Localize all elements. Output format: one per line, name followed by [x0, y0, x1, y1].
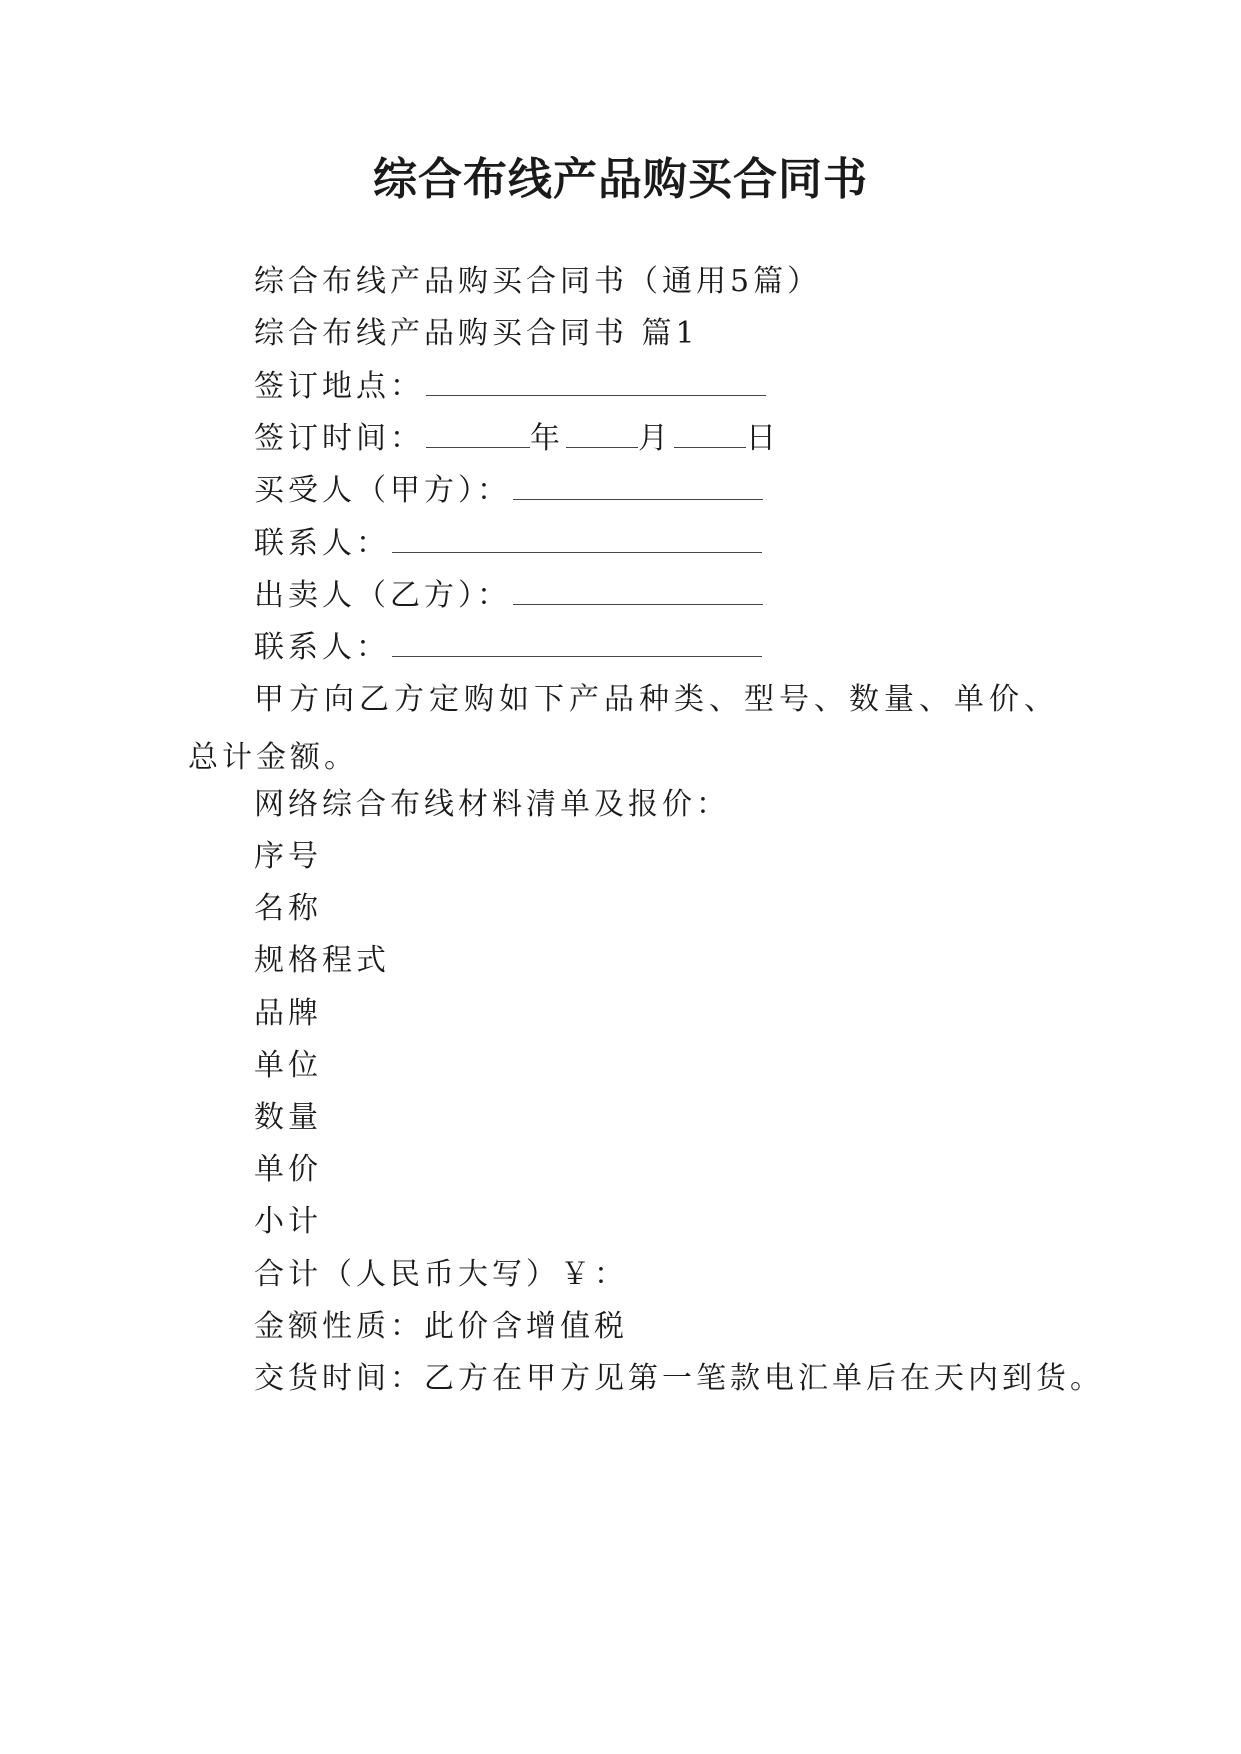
amount-nature-line: 金额性质：此价含增值税	[254, 1309, 628, 1344]
seller-blank[interactable]	[513, 580, 763, 605]
seller-contact-label: 联系人：	[254, 630, 390, 665]
seller-label: 出卖人（乙方）：	[254, 578, 511, 613]
buyer-label: 买受人（甲方）：	[254, 473, 511, 508]
buyer-contact-label: 联系人：	[254, 526, 390, 561]
order-statement: 甲方向乙方定购如下产品种类、型号、数量、单价、总计金额。	[188, 682, 1058, 775]
column-spec: 规格程式	[254, 943, 390, 978]
sign-year-blank[interactable]	[426, 423, 530, 448]
sign-month-blank[interactable]	[566, 423, 638, 448]
sign-day-blank[interactable]	[674, 423, 746, 448]
column-brand: 品牌	[254, 996, 322, 1031]
seller-contact-line	[188, 619, 1058, 677]
subtitle-line: 综合布线产品购买合同书（通用5篇）	[254, 264, 822, 299]
buyer-line	[188, 462, 1058, 520]
buyer-contact-line	[188, 515, 1058, 573]
column-subtotal: 小计	[254, 1204, 322, 1239]
column-unit: 单位	[254, 1048, 322, 1083]
sign-time-line	[188, 410, 1058, 468]
buyer-contact-blank[interactable]	[392, 528, 762, 553]
column-serial: 序号	[254, 839, 322, 874]
month-label: 月	[638, 421, 672, 456]
column-unit-price: 单价	[254, 1152, 322, 1187]
year-label: 年	[530, 421, 564, 456]
column-name: 名称	[254, 891, 322, 926]
seller-line	[188, 567, 1058, 625]
column-quantity: 数量	[254, 1100, 322, 1135]
section-heading: 综合布线产品购买合同书 篇1	[254, 316, 699, 351]
document-title: 综合布线产品购买合同书	[373, 154, 868, 205]
sign-place-label: 签订地点：	[254, 369, 424, 404]
total-line: 合计（人民币大写）￥：	[254, 1257, 628, 1292]
delivery-time-line: 交货时间：乙方在甲方见第一笔款电汇单后在天内到货。	[254, 1361, 1104, 1396]
sign-place-line	[188, 358, 1058, 416]
buyer-blank[interactable]	[513, 475, 763, 500]
seller-contact-blank[interactable]	[392, 632, 762, 657]
sign-time-label: 签订时间：	[254, 421, 424, 456]
sign-place-blank[interactable]	[426, 371, 766, 396]
material-list-label: 网络综合布线材料清单及报价：	[254, 787, 730, 822]
day-label: 日	[746, 421, 780, 456]
